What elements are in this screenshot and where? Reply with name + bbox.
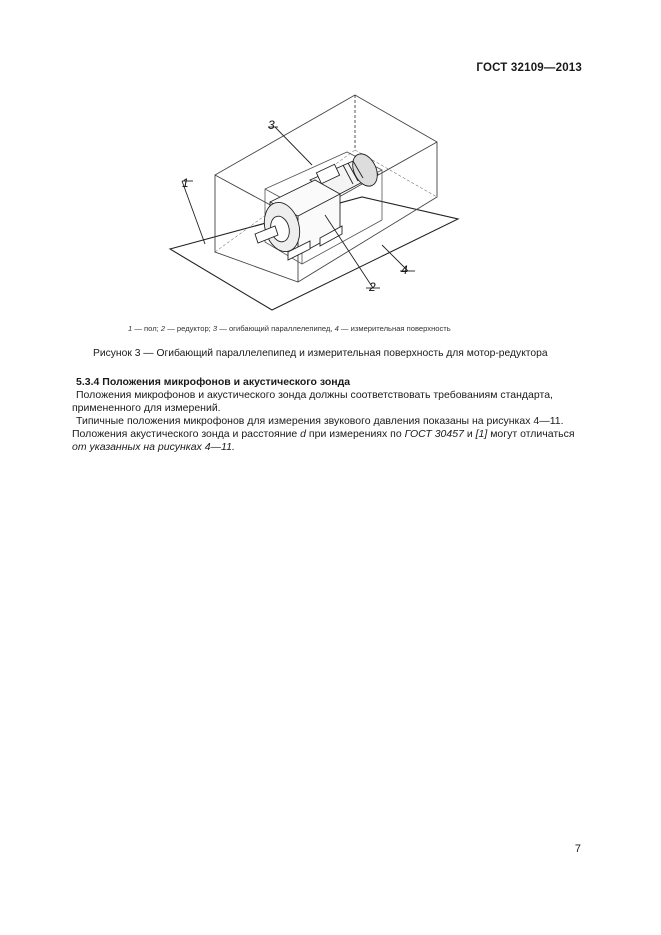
legend-text-1: — пол; (132, 324, 161, 333)
motor-reducer (255, 150, 382, 260)
paragraph-1-line-2 (72, 402, 586, 415)
p2-text-line3: от указанных на рисунках 4—11. (72, 441, 235, 453)
callout-2: 2 (369, 280, 376, 294)
section-heading: 5.3.4 Положения микрофонов и акустического зонда (76, 376, 351, 388)
legend-text-2: — редуктор; (165, 324, 213, 333)
legend-num-4: 4 (334, 324, 339, 333)
p2-bib-ref: [1] (475, 428, 488, 440)
figure-legend (128, 324, 451, 333)
p2-text-c: и (463, 428, 476, 440)
paragraph-2-line-1: Типичные положения микрофонов для измерения звукового давления показаны на рисунках 4—11. (76, 415, 564, 427)
p2-text-a: Положения акустического зонда и расстояние (72, 428, 301, 440)
callout-1: 1 (182, 176, 189, 190)
legend-num-3: 3 (212, 324, 218, 333)
legend-num-1: 1 (128, 324, 133, 333)
paragraph-1-line-1: Положения микрофонов и акустического зонда должны соответствовать требованиям стандарта, (76, 389, 553, 401)
figure-caption: Рисунок 3 — Огибающий параллелепипед и измерительная поверхность для мотор-редуктора (93, 348, 548, 359)
p2-var-d: d (300, 428, 306, 440)
paragraph-1-line-2-text: примененного для измерений. (72, 402, 221, 414)
legend-text-3: — огибающий параллелепипед, (217, 324, 335, 333)
legend-text-4: — измерительная поверхность (338, 324, 451, 333)
p2-text-e: могут отличаться (487, 428, 575, 440)
page-number: 7 (574, 843, 581, 855)
motor-reducer-drawing (160, 92, 470, 322)
section-5-3-4 (72, 376, 586, 454)
callout-4: 4 (401, 263, 408, 277)
figure-motor-reducer (160, 92, 470, 322)
paragraph-2-line-2 (72, 428, 586, 441)
legend-num-2: 2 (160, 324, 166, 333)
p2-text-b: при измерениях по (306, 428, 405, 440)
document-standard-number: ГОСТ 32109—2013 (476, 62, 582, 74)
p2-gost-ref: ГОСТ 30457 (404, 428, 464, 440)
callout-3: 3 (268, 118, 275, 132)
paragraph-2-line-3 (72, 441, 586, 454)
